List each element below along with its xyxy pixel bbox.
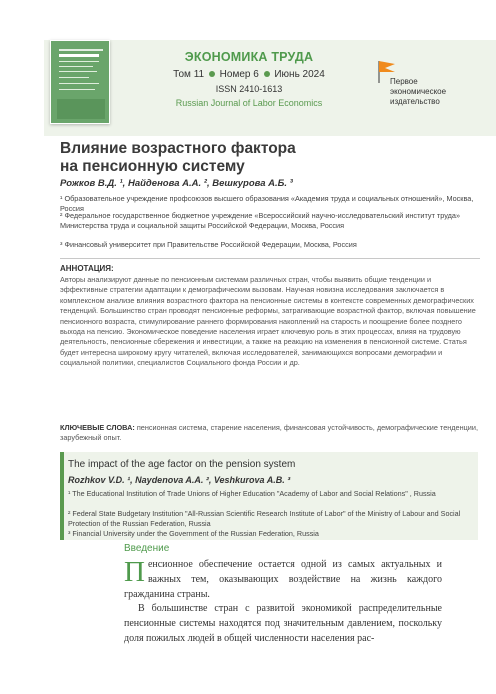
english-title: The impact of the age factor on the pension system (68, 459, 296, 470)
cover-line (59, 83, 99, 84)
publisher-name-line: издательство (390, 97, 440, 106)
article-title (60, 140, 480, 176)
english-authors: Rozhkov V.D. ¹, Naydenova A.A. ², Veshkurova A.B. ³ (68, 475, 291, 485)
article-title-line: Влияние возрастного фактора (60, 140, 296, 157)
english-affiliation: ¹ The Educational Institution of Trade Unions of Higher Education "Academy of Labor and Social Relations" , Russia (68, 489, 436, 498)
journal-volume: Том 11 (173, 69, 205, 80)
intro-paragraph: В большинстве стран с развитой экономикой распределительные пенсионные системы находятся под значительным давлением, поскольку доля пожилых людей в общей численности населения рас- (124, 603, 442, 644)
cover-strip (59, 49, 103, 51)
cover-line (59, 71, 97, 72)
cover-title-bar (59, 54, 99, 57)
publisher-name-line: экономическое (390, 87, 447, 96)
drop-cap: П (124, 556, 145, 588)
abstract-text: Авторы анализируют данные по пенсионным системам различных стран, чтобы выявить общие тенденции и эффективные стратегии адаптации к демографическим вызовам. Научная новизна исследования заключается в комплексном анализе влияния возрастного фактора на пенсионные системы в контексте современных демографических тенденций. Большинство стран проводят пенсионные реформы, затрагивающие возрастной фактор, включая повышение пенсионного возраста, стимулирование раннего формирования накоплений на старость и поощрение более позднего выхода на пенсию. Экономическое поведение населения играет ключевую роль в этих процессах, влияя на трудовую деятельность, пенсионные сбережения и инвестиции, а также на реакцию на изменения в пенсионной системе. Статья будет интересна широкому кругу читателей, включая исследователей, занимающихся вопросами демографии и социальной политики, специалистов Социального фонда России и др. (60, 275, 476, 368)
journal-date: Июнь 2024 (274, 69, 325, 80)
english-affiliation: ³ Financial University under the Government of the Russian Federation, Russia (68, 529, 319, 538)
journal-number: Номер 6 (219, 69, 259, 80)
cover-block (57, 99, 105, 119)
keywords-text: пенсионная система, старение населения, финансовая устойчивость, демографические тенденции, зарубежный опыт. (60, 423, 478, 443)
journal-header (0, 0, 496, 136)
cover-line (59, 77, 89, 78)
cover-line (59, 89, 95, 90)
intro-body (124, 558, 442, 647)
article-authors: Рожков В.Д. ¹, Найденова А.А. ², Вешкурова А.Б. ³ (60, 178, 293, 189)
keywords (60, 423, 480, 444)
bullet-dot-icon (264, 71, 270, 77)
abstract-heading: АННОТАЦИЯ: (60, 264, 114, 273)
intro-paragraph (124, 558, 442, 602)
cover-line (59, 61, 99, 62)
intro-heading: Введение (124, 543, 170, 554)
intro-paragraph-text: енсионное обеспечение остается одной из самых актуальных и важных тем, оказывающих воздействие на жизнь каждого гражданина страны. (124, 559, 442, 600)
affiliation: ² Федеральное государственное бюджетное учреждение «Всероссийский научно-исследовательский институт труда» Министерства труда и социальной защиты Российской Федерации, Москва, Россия (60, 211, 461, 230)
article-title-line: на пенсионную систему (60, 158, 245, 175)
publisher-name-line: Первое (390, 77, 418, 86)
publisher-name (390, 77, 490, 107)
affiliation: ¹ Образовательное учреждение профсоюзов высшего образования «Академия труда и социальных отношений», Москва, Россия (60, 194, 474, 213)
journal-issn: ISSN 2410-1613 (215, 84, 283, 94)
journal-issue-line (164, 69, 334, 80)
keywords-label: КЛЮЧЕВЫЕ СЛОВА: (60, 423, 135, 432)
section-divider (60, 258, 480, 259)
journal-name: ЭКОНОМИКА ТРУДА (184, 50, 314, 64)
cover-line (59, 66, 93, 67)
affiliation: ³ Финансовый университет при Правительстве Российской Федерации, Москва, Россия (60, 240, 357, 249)
bullet-dot-icon (209, 71, 215, 77)
journal-english-name: Russian Journal of Labor Economics (175, 98, 323, 108)
english-affiliation: ² Federal State Budgetary Institution "All-Russian Scientific Research Institute of Labor" of the Ministry of Labour and Social Protection of the Russian Federation, Russia (68, 509, 461, 528)
journal-cover-thumbnail (50, 40, 110, 124)
